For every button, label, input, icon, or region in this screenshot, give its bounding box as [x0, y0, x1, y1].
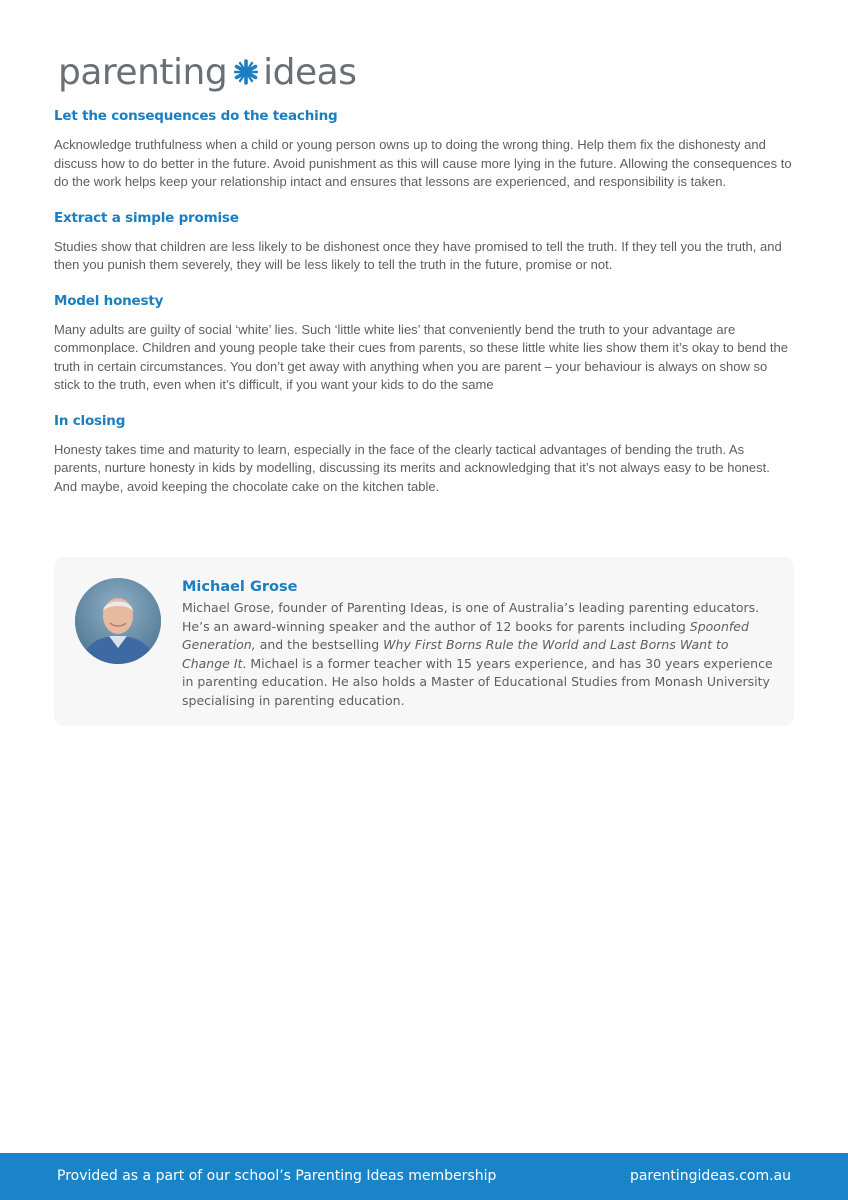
- footer-bar: [0, 1153, 848, 1200]
- bio-text-part: and the bestselling: [255, 637, 384, 652]
- section-body: Studies show that children are less likely to be dishonest once they have promised to tell the truth. If they tell you the truth, and then you punish them severely, they will be less likely to tell the truth in the future, promise or not.: [54, 238, 782, 272]
- section-body: Acknowledge truthfulness when a child or young person owns up to doing the wrong thing. Help them fix the dishonesty and discuss how to do better in the future. Avoid punishment as this will cause more lying in the future. Allowing the consequences to do the work helps keep your relationship intact and ensures that lessons are experienced, and responsibility is taken.: [54, 137, 792, 189]
- section-in-closing: [54, 413, 794, 497]
- section-heading: Model honesty: [54, 292, 164, 309]
- logo-text-right: ideas: [263, 51, 357, 93]
- avatar: [75, 578, 161, 664]
- bio-text: [182, 579, 778, 710]
- section-body: Many adults are guilty of social ‘white’ lies. Such ‘little white lies’ that conveniently bend the truth to your advantage are commonplace. Children and young people take their cues from parents, so these little white lies show them it’s okay to bend the truth in certain circumstances. You don’t get away with anything when you are parent – your behaviour is always on show so stick to the truth, even when it’s difficult, if you want your kids to do the same: [54, 321, 788, 392]
- author-bio-card: [54, 557, 794, 726]
- bio-text-part: . Michael is a former teacher with 15 years experience, and has 30 years experience in parenting education. He also holds a Master of Educational Studies from Monash University specialising in parenting education.: [182, 655, 773, 708]
- book-title: Spoonfed Generation,: [182, 618, 749, 652]
- section-consequences: [54, 108, 794, 192]
- bio-text-part: Michael Grose, founder of Parenting Ideas, is one of Australia’s leading parenting educators. He’s an award-winning speaker and the author of 12 books for parents including: [182, 600, 760, 634]
- article-content: [54, 108, 794, 514]
- logo-text-left: parenting: [58, 51, 228, 93]
- author-photo: [75, 578, 161, 664]
- section-model-honesty: [54, 293, 794, 395]
- membership-note: Provided as a part of our school’s Parenting Ideas membership: [57, 1168, 497, 1184]
- section-heading: Let the consequences do the teaching: [54, 108, 338, 124]
- asterisk-star-icon: [233, 59, 259, 85]
- section-promise: [54, 210, 794, 275]
- parenting-ideas-logo: [58, 50, 357, 94]
- section-heading: In closing: [54, 412, 126, 429]
- author-bio: [182, 599, 778, 710]
- section-body: Honesty takes time and maturity to learn, especially in the face of the clearly tactical advantages of bending the truth. As parents, nurture honesty in kids by modelling, discussing its merits and acknowledging that it’s not always easy to be honest. And maybe, avoid keeping the chocolate cake on the kitchen table.: [54, 441, 770, 494]
- website-link[interactable]: parentingideas.com.au: [629, 1168, 791, 1184]
- book-title: Why First Borns Rule the World and Last Borns Want to Change It: [182, 637, 729, 671]
- section-heading: Extract a simple promise: [54, 209, 239, 226]
- author-name: Michael Grose: [182, 579, 298, 595]
